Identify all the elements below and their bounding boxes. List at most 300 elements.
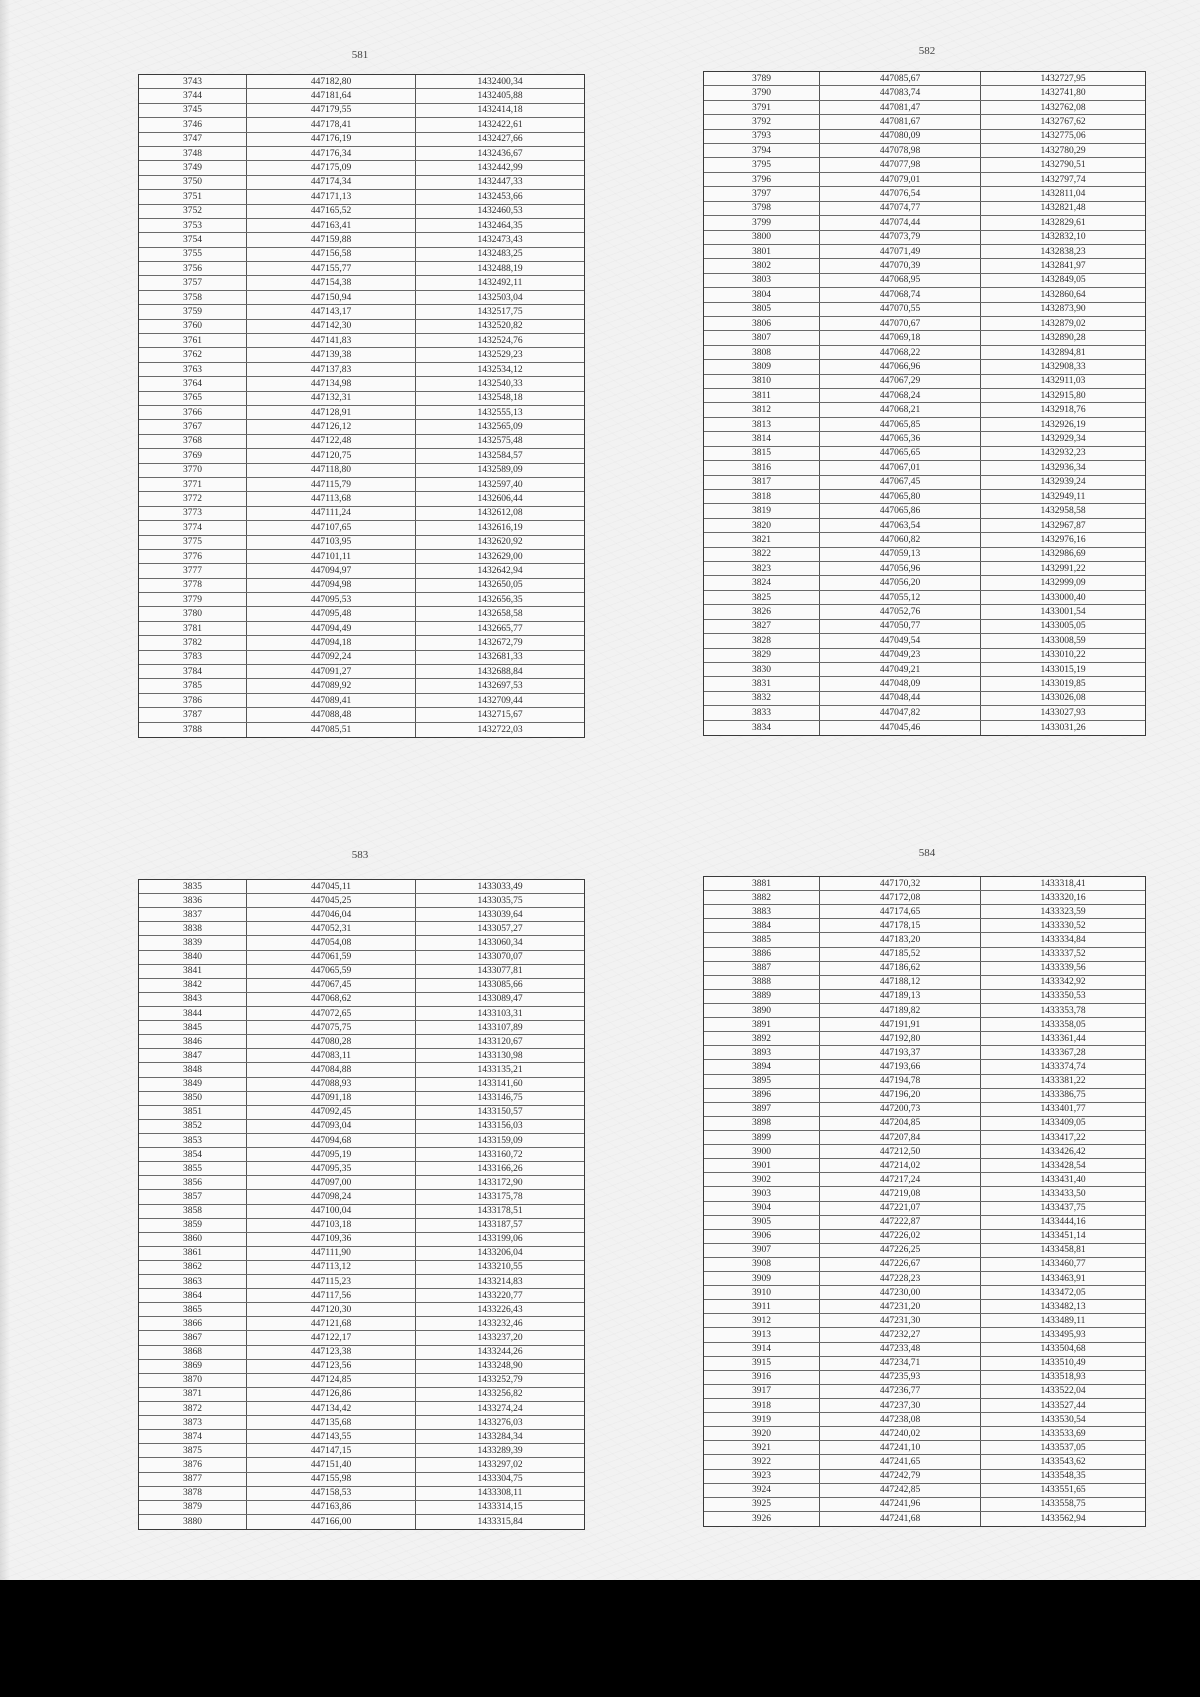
y-coordinate-cell: 1433033,49 xyxy=(477,881,523,892)
table-row xyxy=(139,894,584,908)
x-coordinate-cell: 447071,49 xyxy=(820,245,981,258)
point-number-cell: 3760 xyxy=(139,320,247,333)
table-row xyxy=(704,144,1145,158)
x-coordinate-cell: 447132,31 xyxy=(247,392,416,405)
point-number-cell: 3843 xyxy=(139,993,247,1006)
y-coordinate-cell: 1432555,13 xyxy=(477,407,523,418)
x-coordinate-cell: 447241,10 xyxy=(820,1441,981,1454)
x-coordinate-cell: 447109,36 xyxy=(247,1233,416,1246)
table-row xyxy=(704,905,1145,919)
y-coordinate-cell: 1432918,76 xyxy=(1040,405,1086,416)
x-coordinate-cell: 447065,65 xyxy=(820,447,981,460)
y-coordinate-cell: 1432832,10 xyxy=(1040,232,1086,243)
x-coordinate-cell: 447056,20 xyxy=(820,576,981,589)
point-number-cell: 3757 xyxy=(139,276,247,289)
point-number-cell: 3828 xyxy=(704,634,820,647)
table-row xyxy=(704,519,1145,533)
x-coordinate-cell: 447093,04 xyxy=(247,1120,416,1133)
table-row xyxy=(704,1455,1145,1469)
y-coordinate-cell: 1432540,33 xyxy=(477,378,523,389)
point-number-cell: 3807 xyxy=(704,331,820,344)
x-coordinate-cell: 447091,18 xyxy=(247,1092,416,1105)
x-coordinate-cell: 447111,24 xyxy=(247,507,416,520)
table-row xyxy=(704,576,1145,590)
table-row xyxy=(704,605,1145,619)
x-coordinate-cell: 447115,79 xyxy=(247,478,416,491)
y-coordinate-cell: 1432829,61 xyxy=(1040,217,1086,228)
y-coordinate-cell: 1432932,23 xyxy=(1040,448,1086,459)
x-coordinate-cell: 447115,23 xyxy=(247,1275,416,1288)
y-coordinate-cell: 1433409,05 xyxy=(1040,1118,1086,1129)
point-number-cell: 3924 xyxy=(704,1484,820,1497)
x-coordinate-cell: 447174,65 xyxy=(820,905,981,918)
x-coordinate-cell: 447179,55 xyxy=(247,104,416,117)
point-number-cell: 3796 xyxy=(704,173,820,186)
y-coordinate-cell: 1433337,52 xyxy=(1040,949,1086,960)
table-row xyxy=(704,1187,1145,1201)
x-coordinate-cell: 447089,41 xyxy=(247,694,416,707)
table-row xyxy=(704,216,1145,230)
x-coordinate-cell: 447088,93 xyxy=(247,1078,416,1091)
point-number-cell: 3809 xyxy=(704,360,820,373)
point-number-cell: 3782 xyxy=(139,636,247,649)
x-coordinate-cell: 447103,95 xyxy=(247,536,416,549)
x-coordinate-cell: 447067,29 xyxy=(820,375,981,388)
point-number-cell: 3755 xyxy=(139,248,247,261)
point-number-cell: 3852 xyxy=(139,1120,247,1133)
y-coordinate-cell: 1433150,57 xyxy=(477,1107,523,1118)
x-coordinate-cell: 447067,01 xyxy=(820,461,981,474)
y-coordinate-cell: 1432517,75 xyxy=(477,306,523,317)
y-coordinate-cell: 1433367,28 xyxy=(1040,1047,1086,1058)
point-number-cell: 3837 xyxy=(139,908,247,921)
y-coordinate-cell: 1433522,04 xyxy=(1040,1386,1086,1397)
point-number-cell: 3890 xyxy=(704,1004,820,1017)
x-coordinate-cell: 447065,80 xyxy=(820,490,981,503)
y-coordinate-cell: 1433543,62 xyxy=(1040,1457,1086,1467)
table-row xyxy=(139,1416,584,1430)
point-number-cell: 3870 xyxy=(139,1374,247,1387)
y-coordinate-cell: 1433518,93 xyxy=(1040,1372,1086,1383)
table-row xyxy=(704,346,1145,360)
y-coordinate-cell: 1433350,53 xyxy=(1040,991,1086,1002)
x-coordinate-cell: 447214,02 xyxy=(820,1159,981,1172)
x-coordinate-cell: 447077,98 xyxy=(820,158,981,171)
x-coordinate-cell: 447191,91 xyxy=(820,1018,981,1031)
point-number-cell: 3821 xyxy=(704,533,820,546)
point-number-cell: 3875 xyxy=(139,1444,247,1457)
table-row xyxy=(139,1331,584,1345)
x-coordinate-cell: 447241,68 xyxy=(820,1512,981,1526)
y-coordinate-cell: 1432681,33 xyxy=(477,652,523,663)
y-coordinate-cell: 1433426,42 xyxy=(1040,1146,1086,1157)
x-coordinate-cell: 447141,83 xyxy=(247,334,416,347)
point-number-cell: 3884 xyxy=(704,919,820,932)
y-coordinate-cell: 1432436,67 xyxy=(477,148,523,159)
y-coordinate-cell: 1432936,34 xyxy=(1040,462,1086,473)
point-number-cell: 3906 xyxy=(704,1230,820,1243)
point-number-cell: 3792 xyxy=(704,115,820,128)
x-coordinate-cell: 447122,17 xyxy=(247,1331,416,1344)
y-coordinate-cell: 1432422,61 xyxy=(477,119,523,130)
y-coordinate-cell: 1433175,78 xyxy=(477,1191,523,1202)
y-coordinate-cell: 1433000,40 xyxy=(1040,592,1086,603)
table-row xyxy=(704,476,1145,490)
x-coordinate-cell: 447232,27 xyxy=(820,1328,981,1341)
point-number-cell: 3895 xyxy=(704,1075,820,1088)
y-coordinate-cell: 1433433,50 xyxy=(1040,1188,1086,1199)
x-coordinate-cell: 447176,19 xyxy=(247,133,416,146)
table-row xyxy=(704,548,1145,562)
point-number-cell: 3798 xyxy=(704,202,820,215)
table-row xyxy=(139,104,584,118)
x-coordinate-cell: 447163,86 xyxy=(247,1501,416,1514)
table-row xyxy=(139,579,584,593)
table-row xyxy=(139,607,584,621)
x-coordinate-cell: 447242,85 xyxy=(820,1484,981,1497)
point-number-cell: 3754 xyxy=(139,233,247,246)
y-coordinate-cell: 1433562,94 xyxy=(1040,1513,1086,1524)
y-coordinate-cell: 1433130,98 xyxy=(477,1050,523,1061)
point-number-cell: 3816 xyxy=(704,461,820,474)
point-number-cell: 3881 xyxy=(704,877,820,890)
table-row xyxy=(704,115,1145,129)
x-coordinate-cell: 447134,42 xyxy=(247,1402,416,1415)
point-number-cell: 3909 xyxy=(704,1272,820,1285)
x-coordinate-cell: 447193,37 xyxy=(820,1046,981,1059)
y-coordinate-cell: 1433057,27 xyxy=(477,923,523,934)
table-row xyxy=(139,1092,584,1106)
point-number-cell: 3806 xyxy=(704,317,820,330)
table-row xyxy=(139,636,584,650)
x-coordinate-cell: 447212,50 xyxy=(820,1145,981,1158)
y-coordinate-cell: 1433027,93 xyxy=(1040,707,1086,718)
x-coordinate-cell: 447166,00 xyxy=(247,1515,416,1529)
x-coordinate-cell: 447049,21 xyxy=(820,663,981,676)
point-number-cell: 3857 xyxy=(139,1190,247,1203)
x-coordinate-cell: 447081,47 xyxy=(820,101,981,114)
y-coordinate-cell: 1433551,65 xyxy=(1040,1485,1086,1496)
table-row xyxy=(139,1049,584,1063)
point-number-cell: 3794 xyxy=(704,144,820,157)
point-number-cell: 3902 xyxy=(704,1173,820,1186)
table-row xyxy=(139,1007,584,1021)
x-coordinate-cell: 447134,98 xyxy=(247,377,416,390)
point-number-cell: 3781 xyxy=(139,622,247,635)
point-number-cell: 3815 xyxy=(704,447,820,460)
y-coordinate-cell: 1433077,81 xyxy=(477,966,523,977)
y-coordinate-cell: 1433401,77 xyxy=(1040,1104,1086,1115)
y-coordinate-cell: 1433244,26 xyxy=(477,1347,523,1358)
y-coordinate-cell: 1432991,22 xyxy=(1040,563,1086,574)
x-coordinate-cell: 447222,87 xyxy=(820,1216,981,1229)
x-coordinate-cell: 447059,13 xyxy=(820,548,981,561)
x-coordinate-cell: 447098,24 xyxy=(247,1190,416,1203)
x-coordinate-cell: 447065,86 xyxy=(820,504,981,517)
table-row xyxy=(704,1441,1145,1455)
table-row xyxy=(139,1473,584,1487)
table-row xyxy=(704,1470,1145,1484)
point-number-cell: 3787 xyxy=(139,708,247,721)
table-row xyxy=(139,979,584,993)
x-coordinate-cell: 447068,62 xyxy=(247,993,416,1006)
x-coordinate-cell: 447117,56 xyxy=(247,1289,416,1302)
point-number-cell: 3879 xyxy=(139,1501,247,1514)
y-coordinate-cell: 1432841,97 xyxy=(1040,261,1086,272)
x-coordinate-cell: 447085,51 xyxy=(247,723,416,737)
point-number-cell: 3849 xyxy=(139,1078,247,1091)
table-row xyxy=(704,1357,1145,1371)
x-coordinate-cell: 447070,67 xyxy=(820,317,981,330)
point-number-cell: 3908 xyxy=(704,1258,820,1271)
table-row xyxy=(139,1444,584,1458)
table-row xyxy=(139,1317,584,1331)
x-coordinate-cell: 447118,80 xyxy=(247,464,416,477)
table-row xyxy=(139,1289,584,1303)
table-row xyxy=(139,965,584,979)
x-coordinate-cell: 447068,74 xyxy=(820,288,981,301)
point-number-cell: 3892 xyxy=(704,1032,820,1045)
table-row xyxy=(139,118,584,132)
x-coordinate-cell: 447097,00 xyxy=(247,1176,416,1189)
point-number-cell: 3855 xyxy=(139,1162,247,1175)
scan-black-border xyxy=(0,1580,1200,1697)
point-number-cell: 3745 xyxy=(139,104,247,117)
y-coordinate-cell: 1433172,90 xyxy=(477,1177,523,1188)
x-coordinate-cell: 447189,82 xyxy=(820,1004,981,1017)
point-number-cell: 3926 xyxy=(704,1512,820,1526)
table-row xyxy=(704,375,1145,389)
point-number-cell: 3876 xyxy=(139,1458,247,1471)
table-row xyxy=(139,449,584,463)
table-row xyxy=(704,1286,1145,1300)
y-coordinate-cell: 1433495,93 xyxy=(1040,1330,1086,1341)
x-coordinate-cell: 447221,07 xyxy=(820,1202,981,1215)
y-coordinate-cell: 1433220,77 xyxy=(477,1290,523,1301)
y-coordinate-cell: 1432414,18 xyxy=(477,105,523,116)
point-number-cell: 3805 xyxy=(704,303,820,316)
y-coordinate-cell: 1432767,62 xyxy=(1040,116,1086,127)
y-coordinate-cell: 1433232,46 xyxy=(477,1318,523,1329)
x-coordinate-cell: 447095,53 xyxy=(247,593,416,606)
x-coordinate-cell: 447056,96 xyxy=(820,562,981,575)
y-coordinate-cell: 1433070,07 xyxy=(477,952,523,963)
y-coordinate-cell: 1432722,03 xyxy=(477,724,523,735)
table-row xyxy=(704,591,1145,605)
y-coordinate-cell: 1432612,08 xyxy=(477,508,523,519)
table-row xyxy=(704,202,1145,216)
point-number-cell: 3886 xyxy=(704,948,820,961)
table-row xyxy=(139,176,584,190)
point-number-cell: 3767 xyxy=(139,420,247,433)
y-coordinate-cell: 1433206,04 xyxy=(477,1248,523,1259)
point-number-cell: 3831 xyxy=(704,677,820,690)
table-row xyxy=(704,259,1145,273)
point-number-cell: 3848 xyxy=(139,1063,247,1076)
x-coordinate-cell: 447181,64 xyxy=(247,89,416,102)
point-number-cell: 3748 xyxy=(139,147,247,160)
y-coordinate-cell: 1432821,48 xyxy=(1040,203,1086,214)
y-coordinate-cell: 1433085,66 xyxy=(477,980,523,991)
table-row xyxy=(139,507,584,521)
point-number-cell: 3751 xyxy=(139,190,247,203)
x-coordinate-cell: 447060,82 xyxy=(820,533,981,546)
y-coordinate-cell: 1432999,09 xyxy=(1040,578,1086,589)
x-coordinate-cell: 447126,86 xyxy=(247,1388,416,1401)
x-coordinate-cell: 447079,01 xyxy=(820,173,981,186)
y-coordinate-cell: 1432453,66 xyxy=(477,191,523,202)
y-coordinate-cell: 1432873,90 xyxy=(1040,304,1086,315)
coordinate-table xyxy=(703,876,1146,1527)
point-number-cell: 3777 xyxy=(139,564,247,577)
x-coordinate-cell: 447172,08 xyxy=(820,891,981,904)
point-number-cell: 3846 xyxy=(139,1035,247,1048)
y-coordinate-cell: 1432464,35 xyxy=(477,220,523,231)
y-coordinate-cell: 1433339,56 xyxy=(1040,963,1086,974)
point-number-cell: 3862 xyxy=(139,1261,247,1274)
point-number-cell: 3878 xyxy=(139,1487,247,1500)
y-coordinate-cell: 1432629,00 xyxy=(477,551,523,562)
point-number-cell: 3894 xyxy=(704,1060,820,1073)
table-row xyxy=(139,1176,584,1190)
table-row xyxy=(139,1303,584,1317)
y-coordinate-cell: 1433304,75 xyxy=(477,1474,523,1485)
x-coordinate-cell: 447231,30 xyxy=(820,1314,981,1327)
table-row xyxy=(704,1216,1145,1230)
x-coordinate-cell: 447084,88 xyxy=(247,1063,416,1076)
table-row xyxy=(139,348,584,362)
point-number-cell: 3918 xyxy=(704,1399,820,1412)
y-coordinate-cell: 1433444,16 xyxy=(1040,1217,1086,1228)
point-number-cell: 3813 xyxy=(704,418,820,431)
y-coordinate-cell: 1432488,19 xyxy=(477,263,523,274)
table-row xyxy=(139,377,584,391)
x-coordinate-cell: 447135,68 xyxy=(247,1416,416,1429)
point-number-cell: 3753 xyxy=(139,219,247,232)
x-coordinate-cell: 447094,97 xyxy=(247,564,416,577)
point-number-cell: 3785 xyxy=(139,679,247,692)
point-number-cell: 3867 xyxy=(139,1331,247,1344)
point-number-cell: 3871 xyxy=(139,1388,247,1401)
y-coordinate-cell: 1433533,69 xyxy=(1040,1428,1086,1439)
coordinate-table xyxy=(703,71,1146,736)
point-number-cell: 3772 xyxy=(139,492,247,505)
point-number-cell: 3825 xyxy=(704,591,820,604)
table-row xyxy=(704,1032,1145,1046)
point-number-cell: 3889 xyxy=(704,990,820,1003)
y-coordinate-cell: 1433315,84 xyxy=(477,1516,523,1527)
x-coordinate-cell: 447045,46 xyxy=(820,721,981,735)
point-number-cell: 3780 xyxy=(139,607,247,620)
point-number-cell: 3803 xyxy=(704,274,820,287)
table-row xyxy=(139,1078,584,1092)
table-row xyxy=(139,1275,584,1289)
table-row xyxy=(139,651,584,665)
table-row xyxy=(704,360,1145,374)
point-number-cell: 3744 xyxy=(139,89,247,102)
table-row xyxy=(139,593,584,607)
table-row xyxy=(704,490,1145,504)
x-coordinate-cell: 447143,17 xyxy=(247,305,416,318)
point-number-cell: 3810 xyxy=(704,375,820,388)
x-coordinate-cell: 447095,35 xyxy=(247,1162,416,1175)
y-coordinate-cell: 1433323,59 xyxy=(1040,906,1086,917)
table-row xyxy=(139,248,584,262)
table-row xyxy=(139,536,584,550)
table-row xyxy=(704,1202,1145,1216)
table-row xyxy=(139,936,584,950)
table-row xyxy=(139,880,584,894)
y-coordinate-cell: 1432797,74 xyxy=(1040,174,1086,185)
x-coordinate-cell: 447185,52 xyxy=(820,948,981,961)
point-number-cell: 3905 xyxy=(704,1216,820,1229)
y-coordinate-cell: 1433417,22 xyxy=(1040,1132,1086,1143)
x-coordinate-cell: 447070,39 xyxy=(820,259,981,272)
table-row xyxy=(704,649,1145,663)
table-row xyxy=(704,663,1145,677)
point-number-cell: 3921 xyxy=(704,1441,820,1454)
table-row xyxy=(704,721,1145,735)
point-number-cell: 3860 xyxy=(139,1233,247,1246)
y-coordinate-cell: 1433334,84 xyxy=(1040,934,1086,945)
table-row xyxy=(704,634,1145,648)
point-number-cell: 3819 xyxy=(704,504,820,517)
x-coordinate-cell: 447095,19 xyxy=(247,1148,416,1161)
point-number-cell: 3776 xyxy=(139,550,247,563)
table-row xyxy=(704,1484,1145,1498)
table-row xyxy=(704,245,1145,259)
x-coordinate-cell: 447226,67 xyxy=(820,1258,981,1271)
x-coordinate-cell: 447065,85 xyxy=(820,418,981,431)
coordinate-table xyxy=(138,879,585,1530)
table-row xyxy=(139,1458,584,1472)
y-coordinate-cell: 1432665,77 xyxy=(477,623,523,634)
table-row xyxy=(704,1498,1145,1512)
y-coordinate-cell: 1433437,75 xyxy=(1040,1203,1086,1214)
table-row xyxy=(704,1089,1145,1103)
point-number-cell: 3830 xyxy=(704,663,820,676)
x-coordinate-cell: 447219,08 xyxy=(820,1187,981,1200)
point-number-cell: 3752 xyxy=(139,205,247,218)
y-coordinate-cell: 1432709,44 xyxy=(477,695,523,706)
table-row xyxy=(704,706,1145,720)
table-row xyxy=(704,389,1145,403)
table-row xyxy=(704,1230,1145,1244)
table-row xyxy=(704,288,1145,302)
point-number-cell: 3832 xyxy=(704,692,820,705)
table-row xyxy=(704,432,1145,446)
table-row xyxy=(139,521,584,535)
x-coordinate-cell: 447094,49 xyxy=(247,622,416,635)
y-coordinate-cell: 1432427,66 xyxy=(477,134,523,145)
table-row xyxy=(704,1343,1145,1357)
y-coordinate-cell: 1432616,19 xyxy=(477,522,523,533)
point-number-cell: 3839 xyxy=(139,936,247,949)
y-coordinate-cell: 1432492,11 xyxy=(477,278,523,289)
point-number-cell: 3851 xyxy=(139,1106,247,1119)
y-coordinate-cell: 1432915,80 xyxy=(1040,390,1086,401)
x-coordinate-cell: 447233,48 xyxy=(820,1343,981,1356)
table-row xyxy=(704,1117,1145,1131)
x-coordinate-cell: 447217,24 xyxy=(820,1173,981,1186)
x-coordinate-cell: 447182,80 xyxy=(247,75,416,88)
x-coordinate-cell: 447076,54 xyxy=(820,187,981,200)
point-number-cell: 3858 xyxy=(139,1205,247,1218)
table-row xyxy=(139,205,584,219)
x-coordinate-cell: 447066,96 xyxy=(820,360,981,373)
x-coordinate-cell: 447113,12 xyxy=(247,1261,416,1274)
y-coordinate-cell: 1433451,14 xyxy=(1040,1231,1086,1242)
